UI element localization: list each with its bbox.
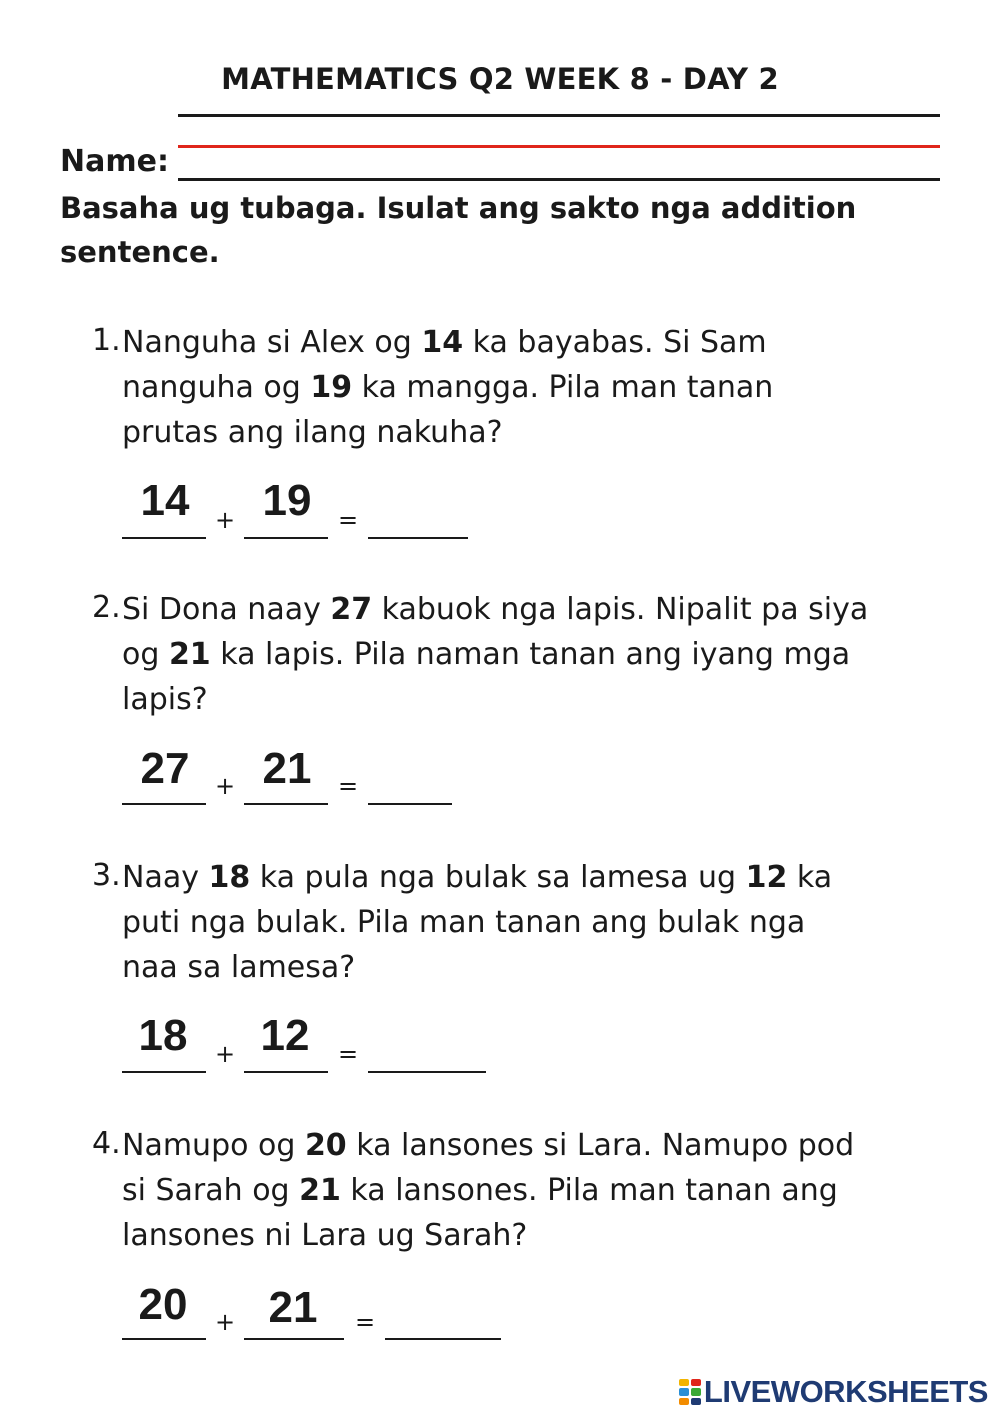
question-line: nanguha og 19 ka mangga. Pila man tanan	[122, 370, 774, 405]
addend-2-blank[interactable]	[244, 1071, 328, 1073]
instructions: Basaha ug tubaga. Isulat ang sakto nga addition sentence.	[60, 191, 857, 269]
addend-2: 19	[262, 476, 312, 525]
addend-1-blank[interactable]	[122, 537, 206, 539]
equals-sign: =	[355, 1308, 376, 1336]
addend-2: 12	[260, 1011, 310, 1060]
question-line: Namupo og 20 ka lansones si Lara. Namupo pod	[122, 1128, 855, 1163]
name-label: Name:	[60, 144, 169, 179]
addend-2-blank[interactable]	[244, 1338, 344, 1340]
question-number: 3.	[92, 858, 121, 893]
answer-blank[interactable]	[385, 1338, 501, 1340]
addend-1: 14	[140, 476, 190, 525]
name-field-line[interactable]	[178, 178, 940, 181]
question-line: prutas ang ilang nakuha?	[122, 415, 503, 450]
equals-sign: =	[338, 772, 359, 800]
question-number: 2.	[92, 590, 121, 625]
question-text	[122, 587, 942, 722]
question-text	[122, 320, 942, 455]
question-line: Si Dona naay 27 kabuok nga lapis. Nipalit pa siya	[122, 592, 869, 627]
plus-sign: +	[215, 506, 236, 534]
addend-2: 21	[268, 1283, 318, 1332]
question-text	[122, 855, 942, 990]
equals-sign: =	[338, 1040, 359, 1068]
question-line: Naay 18 ka pula nga bulak sa lamesa ug 12 ka	[122, 860, 833, 895]
addend-1: 18	[138, 1011, 188, 1060]
question-line: lapis?	[122, 682, 208, 717]
equals-sign: =	[338, 506, 359, 534]
question-text	[122, 1123, 942, 1258]
liveworksheets-logo-icon	[679, 1379, 701, 1405]
question-number: 1.	[92, 323, 121, 358]
answer-blank[interactable]	[368, 1071, 486, 1073]
question-line: lansones ni Lara ug Sarah?	[122, 1218, 528, 1253]
plus-sign: +	[215, 1040, 236, 1068]
addend-2: 21	[262, 744, 312, 793]
question-line: Nanguha si Alex og 14 ka bayabas. Si Sam	[122, 325, 767, 360]
header-line	[178, 114, 940, 117]
answer-blank[interactable]	[368, 537, 468, 539]
liveworksheets-logo	[679, 1374, 988, 1410]
addend-2-blank[interactable]	[244, 537, 328, 539]
answer-blank[interactable]	[368, 803, 452, 805]
addend-1: 27	[140, 744, 190, 793]
question-line: og 21 ka lapis. Pila naman tanan ang iyang mga	[122, 637, 851, 672]
addend-1: 20	[138, 1280, 188, 1329]
addend-1-blank[interactable]	[122, 1338, 206, 1340]
question-line: puti nga bulak. Pila man tanan ang bulak nga	[122, 905, 806, 940]
addend-2-blank[interactable]	[244, 803, 328, 805]
plus-sign: +	[215, 772, 236, 800]
addend-1-blank[interactable]	[122, 1071, 206, 1073]
page-title: MATHEMATICS Q2 WEEK 8 - DAY 2	[221, 62, 779, 96]
header-line-red	[178, 145, 940, 148]
liveworksheets-logo-text: LIVEWORKSHEETS	[703, 1374, 988, 1409]
addend-1-blank[interactable]	[122, 803, 206, 805]
question-number: 4.	[92, 1126, 121, 1161]
question-line: si Sarah og 21 ka lansones. Pila man tanan ang	[122, 1173, 838, 1208]
plus-sign: +	[215, 1308, 236, 1336]
question-line: naa sa lamesa?	[122, 950, 356, 985]
